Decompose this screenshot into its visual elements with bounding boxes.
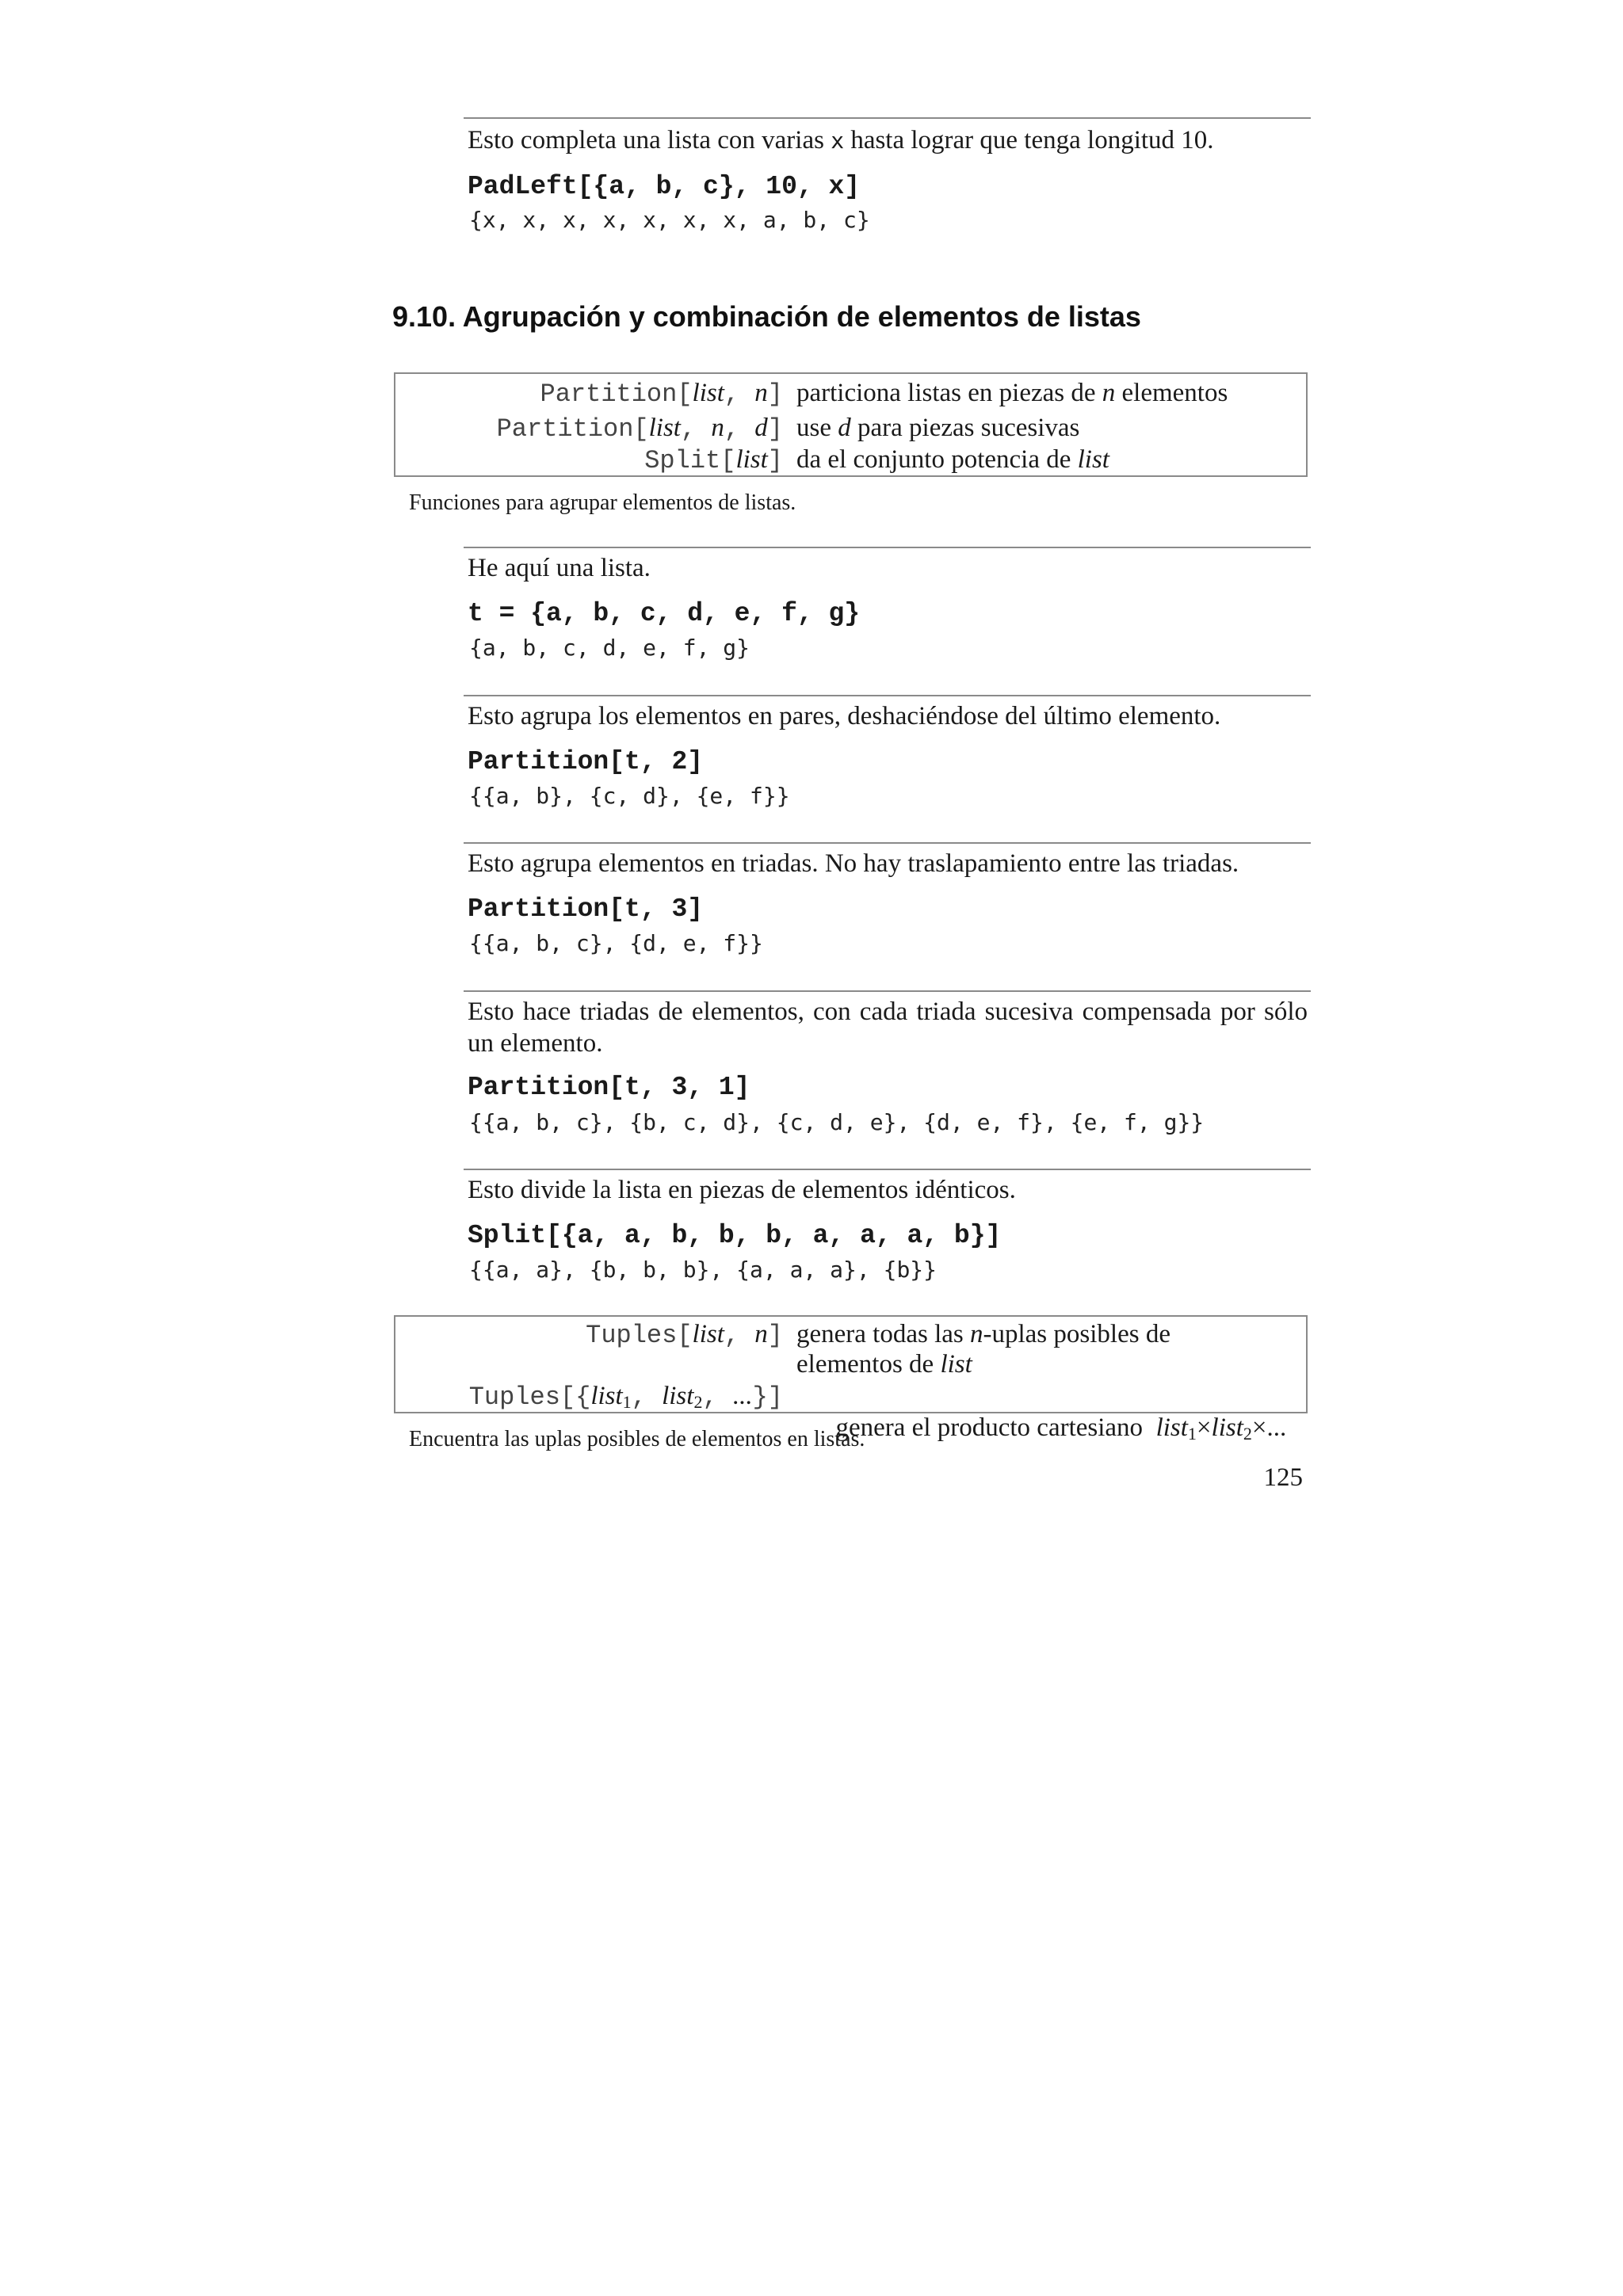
example-description: Esto hace triadas de elementos, con cada triada sucesiva compensada por sólo un elemento. xyxy=(468,997,1308,1058)
cell-separator xyxy=(464,695,1311,696)
function-description: genera el producto cartesiano list$_1$×list$_2$×... xyxy=(835,1413,1287,1444)
output-cell: {x, x, x, x, x, x, x, a, b, c} xyxy=(469,207,870,233)
function-description: genera todas las n-uplas posibles de xyxy=(796,1320,1170,1348)
cell-separator xyxy=(464,842,1311,844)
output-cell: {a, b, c, d, e, f, g} xyxy=(469,635,750,661)
cell-separator xyxy=(464,990,1311,992)
function-row xyxy=(395,1318,1306,1350)
example-description: He aquí una lista. xyxy=(468,554,651,582)
page-number: 125 xyxy=(1263,1463,1303,1492)
cell-separator xyxy=(464,547,1311,548)
output-cell: {{a, b, c}, {b, c, d}, {c, d, e}, {d, e, f}, {e, f, g}} xyxy=(469,1109,1205,1135)
function-row xyxy=(395,412,1306,444)
function-description: elementos de list xyxy=(796,1350,972,1379)
table-caption: Encuentra las uplas posibles de elementos en listas. xyxy=(409,1427,865,1451)
section-heading: 9.10. Agrupación y combinación de elementos de listas xyxy=(392,300,1141,333)
output-cell: {{a, a}, {b, b, b}, {a, a, a}, {b}} xyxy=(469,1257,938,1283)
function-description: use d para piezas sucesivas xyxy=(796,414,1080,442)
example-description: Esto agrupa elementos en triadas. No hay traslapamiento entre las triadas. xyxy=(468,849,1239,878)
input-cell[interactable]: Partition[t, 3, 1] xyxy=(468,1073,750,1102)
function-row xyxy=(395,444,1306,475)
function-signature: Tuples[list, n] xyxy=(586,1320,783,1350)
example-description: Esto divide la lista en piezas de elementos idénticos. xyxy=(468,1176,1016,1204)
input-cell[interactable]: Split[{a, a, b, b, b, a, a, a, b}] xyxy=(468,1221,1002,1250)
input-cell[interactable]: Partition[t, 3] xyxy=(468,894,704,924)
input-cell[interactable]: Partition[t, 2] xyxy=(468,747,704,776)
function-signature: Partition[list, n] xyxy=(540,379,783,409)
function-row xyxy=(395,377,1306,409)
function-description: da el conjunto potencia de list xyxy=(796,445,1109,474)
cell-separator xyxy=(464,117,1311,119)
input-cell[interactable]: PadLeft[{a, b, c}, 10, x] xyxy=(468,172,861,201)
function-signature: Partition[list, n, d] xyxy=(496,414,783,444)
inline-code: x xyxy=(831,128,845,154)
table-caption: Funciones para agrupar elementos de listas. xyxy=(409,490,796,515)
cell-separator xyxy=(464,1169,1311,1170)
output-cell: {{a, b}, {c, d}, {e, f}} xyxy=(469,783,790,809)
function-signature: Tuples[{list$_1$, list$_2$, ...}] xyxy=(468,1382,783,1412)
function-signature: Split[list] xyxy=(644,445,783,475)
function-description: particiona listas en piezas de n elementos xyxy=(796,379,1228,407)
function-description-continued xyxy=(395,1348,1306,1380)
example-description: Esto agrupa los elementos en pares, deshaciéndose del último elemento. xyxy=(468,702,1221,730)
example-description: Esto completa una lista con varias x hasta lograr que tenga longitud 10. xyxy=(468,126,1214,154)
function-table-partition xyxy=(394,372,1308,477)
output-cell: {{a, b, c}, {d, e, f}} xyxy=(469,930,763,956)
input-cell[interactable]: t = {a, b, c, d, e, f, g} xyxy=(468,599,861,628)
